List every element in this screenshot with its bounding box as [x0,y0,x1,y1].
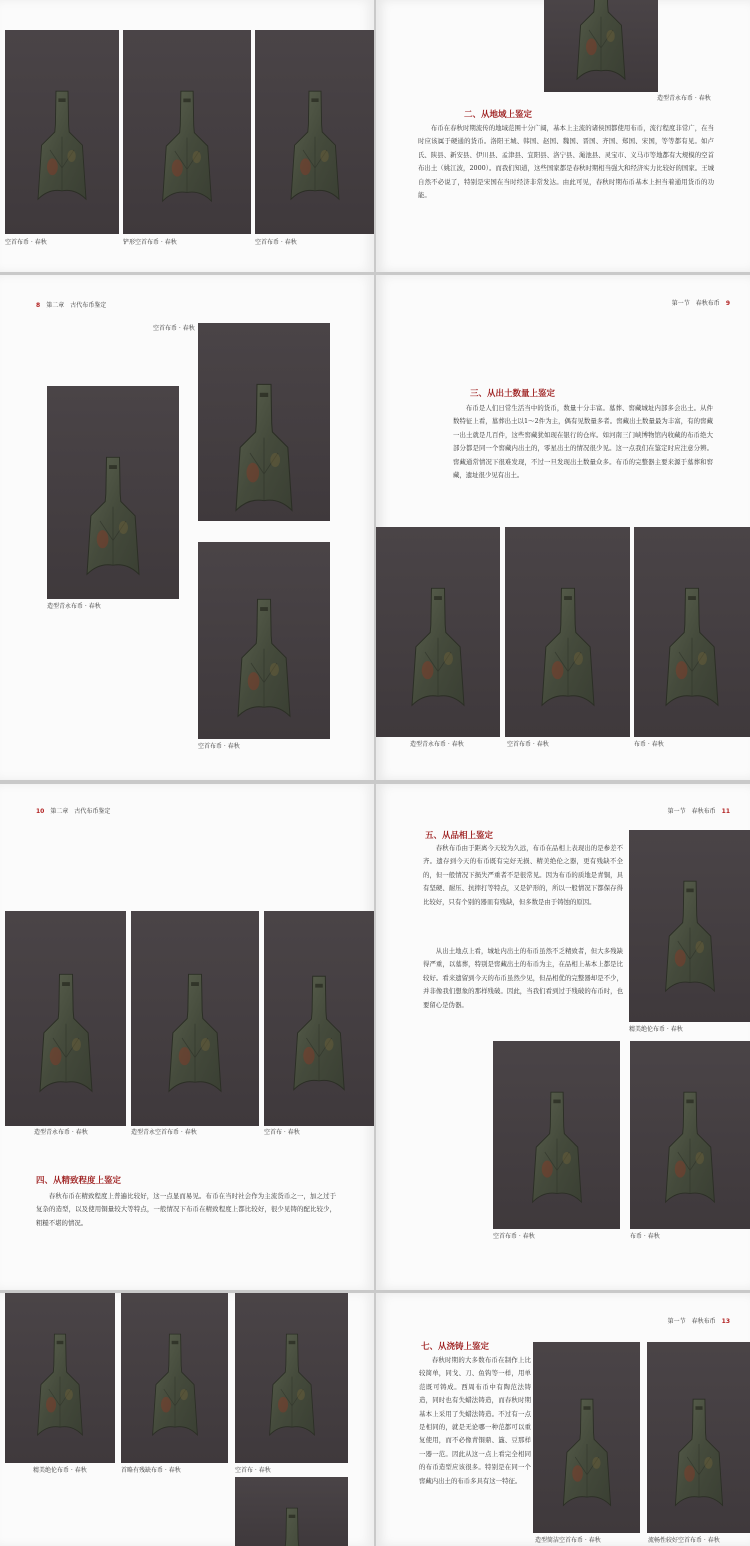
spread1-right-page [376,0,750,272]
photo-caption: 空首布币 · 春秋 [493,1233,535,1240]
spread2-right-page [376,275,750,780]
body-text: 布币在春秋时期流传的地域范围十分广阔，基本上主流的诸侯国都使用布币，流行程度非常广，在当时应该属于硬通的货币。洛阳王城、韩国、赵国、魏国、晋国、齐国、郑国、宋国，等等都有见。如卢氏、陕县、新安县、伊川县、孟津县、宜阳县、洛宁县、渑池县、灵宝市、义马市等地都有大规模的空首布出土（姚江波，2000）。而我们知道，这些国家都是春秋时期相当强大和经济实力比较好的国家。王城自然不必说了，特别是宋国在当时经济非常发达。由此可见，春秋时期布币基本上担当着通用货币的功能。 [418,124,714,200]
spade-coin-image [656,1091,724,1213]
section-title: 第一节 春秋布币 [671,300,720,307]
photo-caption: 空首布币 · 春秋 [507,741,549,748]
spread1-left-page [0,0,374,272]
spade-coin-image [402,587,474,717]
spade-coin-image [27,90,97,210]
coin-photo [533,1342,640,1533]
page-number: 10 [36,808,45,815]
coin-photo [264,911,374,1126]
spade-coin-image [260,1333,324,1445]
section-heading: 五、从品相上鉴定 [425,831,494,841]
coin-photo [121,1293,228,1463]
spread2-left-page [0,275,374,780]
spread4-left-page [0,1293,374,1546]
coin-photo [505,527,630,737]
coin-photo [198,323,330,521]
section-title: 第一节 春秋布币 [667,1318,716,1325]
body-text: 春秋布币由于距离今天较为久远，布币在品相上表现出的是参差不齐。遗存到今天的布币既有完好无损、精美绝伦之器，更有残缺不全的，但一般情况下损失严重者不是很常见。因为布币的质地是青铜，具有坚硬、耐压、抗摔打等特点，又是铲形的，所以一般情况下都保存得比较好，只有个别的器皿有残缺，但多数是由于铸蚀的原因。 [423,844,623,906]
spread3-right-page [376,784,750,1290]
spade-coin-image [74,456,152,586]
body-text: 布币是人们日常生活当中的货币，数量十分丰富。墓葬、窖藏城址内部多会出土。从件数特征上看，墓葬出土以1～2件为主，偶有见数量多者。窖藏出土数量最为丰富，有的窖藏一出土就是几百件，这些窖藏犹如现在银行的仓库。如河南三门峡博物馆内收藏的布币绝大部分都是同一个窖藏内出土的，零星出土的情况很少见。这一点我们在鉴定时应注意分辨。窖藏通常情况下很难发现，不过一旦发现出土数量众多。布币的完整器主要来源于墓葬和窖藏，遗址很少见有出土。 [453,404,713,480]
body-text: 春秋时期的大多数布币在制作上比较简单，同戈、刀、鱼钩等一样，用单范既可铸成。西周布币中有陶范法铸造，同时也有失蜡法铸造，而春秋时期基本上采用了失蜡法铸造。不过有一点是相同的，就是无论哪一种范都可以重复使用，而不必像青铜鼎、簋、豆那样一器一范。因此从这一点上看完全相同的布币造型应该很多。特别是在同一个窖藏内出土的布币多具有这一特征。 [419,1356,531,1485]
photo-caption: 流畅性较好空首布币 · 春秋 [648,1537,720,1544]
spade-coin-image [523,1091,591,1213]
photo-caption: 造型青永空首布币 · 春秋 [131,1129,197,1136]
running-header [36,300,106,309]
running-header [672,298,730,307]
coin-photo [123,30,251,234]
coin-photo [131,911,259,1126]
photo-caption: 空首布 · 春秋 [264,1129,300,1136]
photo-caption: 造型青永布币 · 春秋 [47,603,101,610]
section-heading: 三、从出土数量上鉴定 [470,389,556,399]
chapter-title: 第二章 古代布币鉴定 [50,808,111,815]
spade-coin-image [667,1398,731,1516]
photo-caption: 精美绝伦布币 · 春秋 [33,1467,87,1474]
running-header [36,806,110,815]
spread4-right-page [376,1293,750,1546]
running-header [668,1316,730,1325]
photo-caption: 精美绝伦布币 · 春秋 [629,1026,683,1033]
spade-coin-image [656,880,724,1002]
section-heading: 七、从浇铸上鉴定 [421,1342,490,1352]
spade-coin-image [151,90,223,212]
coin-photo [5,1293,115,1463]
photo-caption: 首略有残缺布币 · 春秋 [121,1467,181,1474]
spread3-left-page [0,784,374,1290]
coin-photo [5,911,126,1126]
spade-coin-image [227,598,301,728]
photo-caption: 布币 · 春秋 [630,1233,660,1240]
coin-photo [5,30,119,234]
spade-coin-image [28,1333,92,1445]
photo-caption: 布币 · 春秋 [634,741,664,748]
photo-caption: 造型青永布币 · 春秋 [34,1129,88,1136]
photo-caption: 空首布币 · 春秋 [5,239,47,246]
spade-coin-image [571,0,631,90]
photo-caption: 空首布币 · 春秋 [255,239,297,246]
spade-coin-image [143,1333,207,1445]
page-number: 13 [721,1318,730,1325]
coin-photo [629,830,750,1022]
coin-photo [630,1041,750,1229]
spade-coin-image [30,973,102,1103]
section-heading: 二、从地域上鉴定 [464,110,533,120]
coin-photo [235,1477,348,1546]
photo-caption: 空首布币 · 春秋 [153,325,195,332]
body-text: 春秋布币在精致程度上普遍比较好，这一点显而易见。布币在当时社会作为主流货币之一，加之过于复杂的造型，以及使用铜量较大等特点，一般情况下布币在精致程度上都比较好，很少见铸的配比较少，粗糙不堪的情况。 [36,1192,336,1227]
spade-coin-image [656,587,728,717]
coin-photo [647,1342,750,1533]
spade-coin-image [262,1507,322,1546]
coin-photo [376,527,500,737]
coin-photo [544,0,658,92]
spade-coin-image [285,975,353,1101]
section-heading: 四、从精致程度上鉴定 [36,1176,122,1186]
spade-coin-image [532,587,604,717]
spade-coin-image [159,973,231,1103]
photo-caption: 空首布币 · 春秋 [198,743,240,750]
running-header [668,806,730,815]
section-title: 第一节 春秋布币 [667,808,716,815]
page-number: 9 [725,300,730,307]
page-number: 11 [721,808,730,815]
coin-photo [198,542,330,739]
photo-caption: 空首布 · 春秋 [235,1467,271,1474]
chapter-title: 第二章 古代布币鉴定 [46,302,107,309]
coin-photo [634,527,750,737]
spade-coin-image [225,383,303,521]
coin-photo [47,386,179,599]
photo-caption: 造型简洁空首布币 · 春秋 [535,1537,601,1544]
coin-photo [493,1041,620,1229]
spade-coin-image [280,90,350,210]
body-text: 从出土地点上看，城址内出土的布币虽然不乏精致者，但大多残缺得严重，以墓葬，特别是窖藏出土的布币为主，在品相上基本上都是比较好。看来遗留到今天的布币虽然少见，但品相优的完整器却是不少，并非像我们想象的那样残破。因此，当我们看到过于残破的布币时，也要留心是伪器。 [423,947,623,1009]
photo-caption: 造型青永布币 · 春秋 [657,95,711,102]
coin-photo [255,30,374,234]
spade-coin-image [555,1398,619,1516]
page-number: 8 [36,302,41,309]
photo-caption: 造型青永布币 · 春秋 [410,741,464,748]
photo-caption: 铲形空首布币 · 春秋 [123,239,177,246]
coin-photo [235,1293,348,1463]
